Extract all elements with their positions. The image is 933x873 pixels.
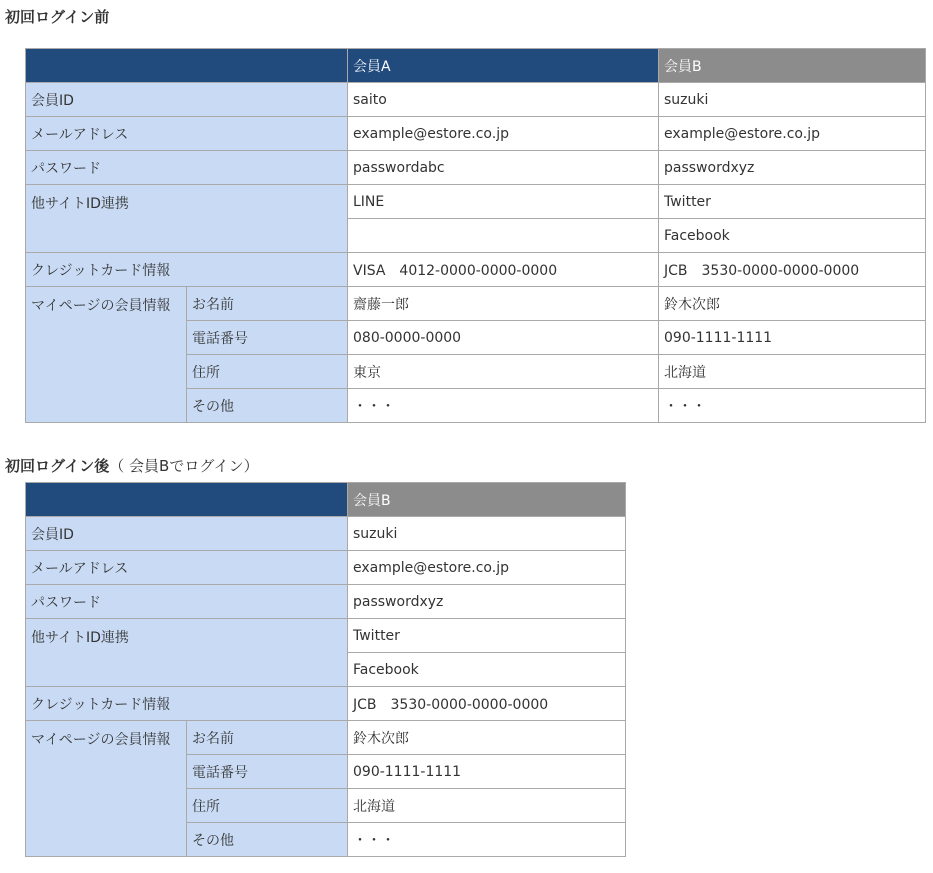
- member-b-email: example@estore.co.jp: [348, 551, 626, 585]
- member-b-name: 鈴木次郎: [348, 721, 626, 755]
- member-a-other: ・・・: [348, 389, 659, 423]
- row-label-phone: 電話番号: [187, 755, 348, 789]
- row-label-member-id: 会員ID: [26, 517, 348, 551]
- row-label-sso: 他サイトID連携: [26, 619, 348, 687]
- member-a-password: passwordabc: [348, 151, 659, 185]
- member-b-address: 北海道: [659, 355, 926, 389]
- table-row: [26, 687, 626, 721]
- header-member-b: 会員B: [659, 49, 926, 83]
- table-row: [26, 619, 626, 653]
- member-b-card: JCB 3530-0000-0000-0000: [659, 253, 926, 287]
- member-b-sso-2: Facebook: [348, 653, 626, 687]
- member-a-name: 齋藤一郎: [348, 287, 659, 321]
- member-b-card: JCB 3530-0000-0000-0000: [348, 687, 626, 721]
- header-member-b: 会員B: [348, 483, 626, 517]
- member-a-sso-1: LINE: [348, 185, 659, 219]
- table-row: [26, 551, 626, 585]
- table-before: [25, 48, 926, 423]
- section-title-after-note: （ 会員Bでログイン）: [109, 457, 259, 475]
- row-label-address: 住所: [187, 789, 348, 823]
- member-b-phone: 090-1111-1111: [659, 321, 926, 355]
- row-label-email: メールアドレス: [26, 117, 348, 151]
- header-member-a: 会員A: [348, 49, 659, 83]
- member-a-address: 東京: [348, 355, 659, 389]
- member-b-other: ・・・: [348, 823, 626, 857]
- table-row: [26, 517, 626, 551]
- member-b-email: example@estore.co.jp: [659, 117, 926, 151]
- table-row: [26, 83, 926, 117]
- row-label-name: お名前: [187, 287, 348, 321]
- table-row: [26, 117, 926, 151]
- member-b-other: ・・・: [659, 389, 926, 423]
- member-a-phone: 080-0000-0000: [348, 321, 659, 355]
- member-b-password: passwordxyz: [348, 585, 626, 619]
- member-a-id: saito: [348, 83, 659, 117]
- table-row: [26, 287, 926, 321]
- row-label-card: クレジットカード情報: [26, 253, 348, 287]
- section-title-before: [5, 8, 109, 26]
- table-row: [26, 253, 926, 287]
- table-row: [26, 721, 626, 755]
- header-blank-cell: [26, 49, 348, 83]
- row-label-card: クレジットカード情報: [26, 687, 348, 721]
- row-label-address: 住所: [187, 355, 348, 389]
- table-header-row: [26, 483, 626, 517]
- row-label-sso: 他サイトID連携: [26, 185, 348, 253]
- table-row: [26, 151, 926, 185]
- member-b-sso-1: Twitter: [659, 185, 926, 219]
- row-label-mypage: マイページの会員情報: [26, 721, 187, 857]
- row-label-member-id: 会員ID: [26, 83, 348, 117]
- member-b-address: 北海道: [348, 789, 626, 823]
- row-label-other: その他: [187, 823, 348, 857]
- header-blank-cell: [26, 483, 348, 517]
- member-a-card: VISA 4012-0000-0000-0000: [348, 253, 659, 287]
- row-label-other: その他: [187, 389, 348, 423]
- section-title-after: [5, 457, 259, 475]
- row-label-email: メールアドレス: [26, 551, 348, 585]
- table-row: [26, 585, 626, 619]
- member-b-password: passwordxyz: [659, 151, 926, 185]
- row-label-phone: 電話番号: [187, 321, 348, 355]
- row-label-name: お名前: [187, 721, 348, 755]
- section-title-after-text: 初回ログイン後: [5, 457, 110, 475]
- member-b-phone: 090-1111-1111: [348, 755, 626, 789]
- member-a-email: example@estore.co.jp: [348, 117, 659, 151]
- member-b-id: suzuki: [659, 83, 926, 117]
- member-b-name: 鈴木次郎: [659, 287, 926, 321]
- section-title-before-text: 初回ログイン前: [5, 8, 110, 26]
- row-label-password: パスワード: [26, 151, 348, 185]
- table-header-row: [26, 49, 926, 83]
- member-b-sso-2: Facebook: [659, 219, 926, 253]
- table-after: [25, 482, 626, 857]
- member-b-sso-1: Twitter: [348, 619, 626, 653]
- member-b-id: suzuki: [348, 517, 626, 551]
- table-row: [26, 185, 926, 219]
- member-a-sso-2: [348, 219, 659, 253]
- row-label-password: パスワード: [26, 585, 348, 619]
- row-label-mypage: マイページの会員情報: [26, 287, 187, 423]
